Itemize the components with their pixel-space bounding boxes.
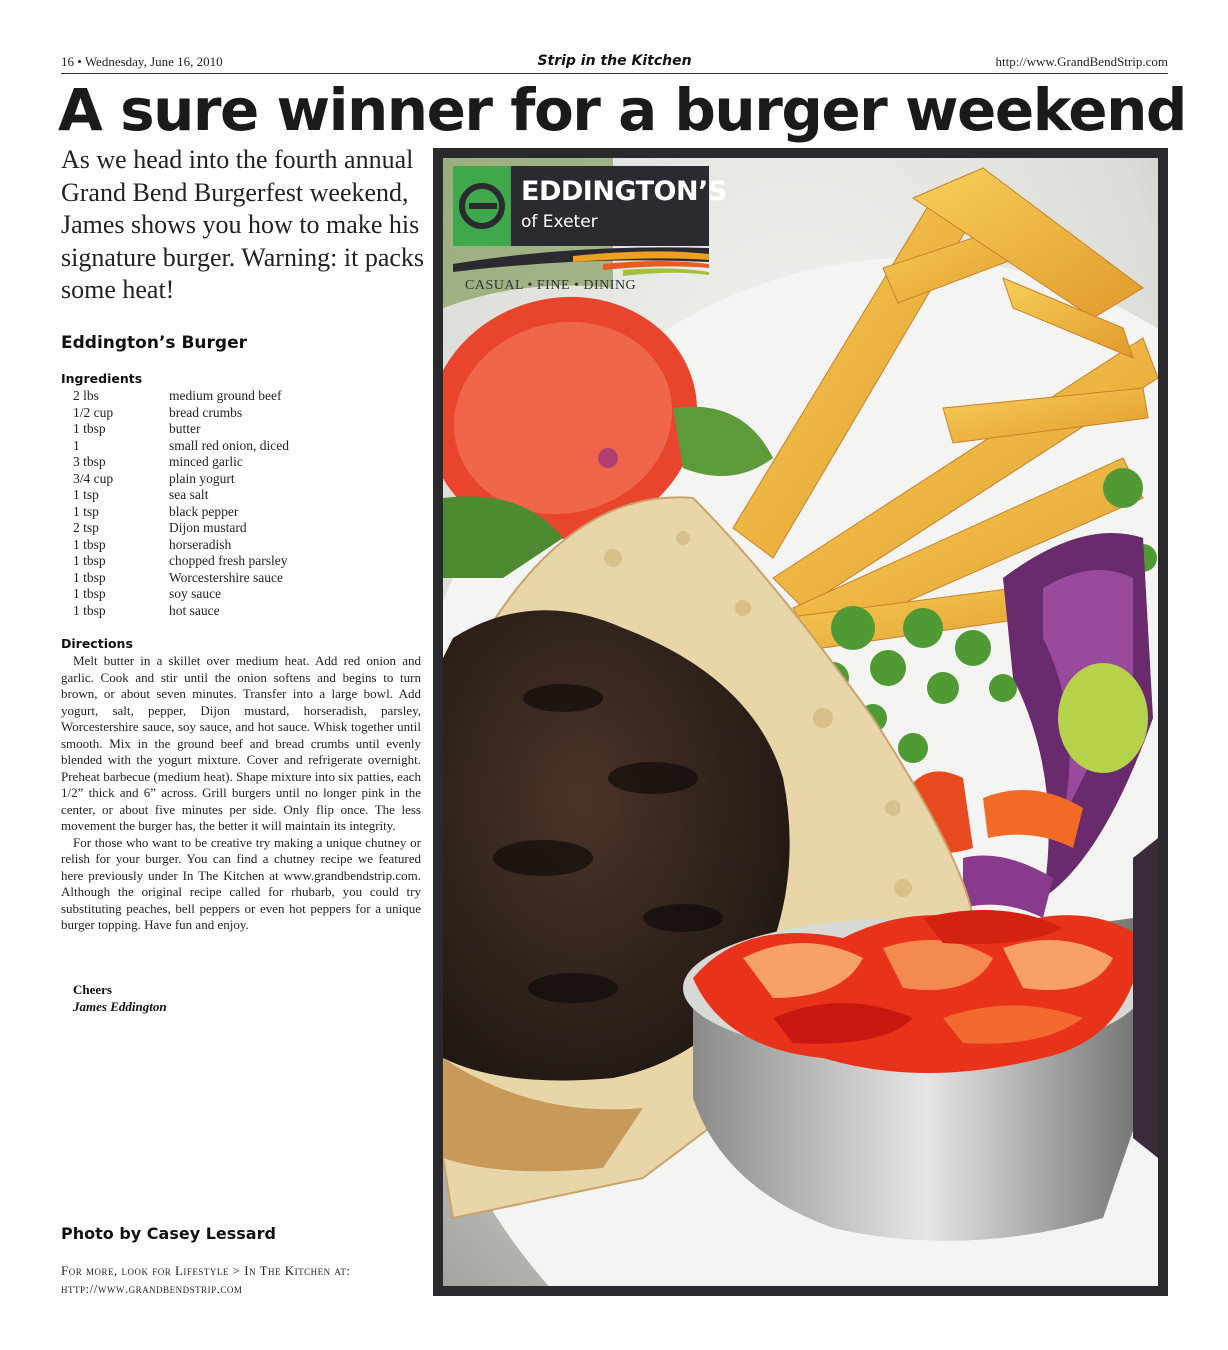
ingredient-row — [73, 504, 413, 521]
ingredient-item: Worcestershire sauce — [169, 569, 283, 585]
ingredient-item: chopped fresh parsley — [169, 553, 288, 568]
ingredient-row — [73, 487, 413, 504]
ingredient-quantity: 1 tbsp — [73, 586, 106, 601]
ingredient-quantity: 3 tbsp — [73, 454, 106, 469]
ingredient-quantity: 1 tbsp — [73, 421, 106, 436]
eddingtons-logo — [453, 166, 727, 306]
signoff-greeting: Cheers — [73, 982, 112, 997]
ingredient-row — [73, 553, 413, 570]
ingredients-table — [73, 388, 413, 619]
ingredient-row — [73, 454, 413, 471]
directions-heading: Directions — [61, 636, 133, 651]
ingredient-row — [73, 586, 413, 603]
ingredient-item: black pepper — [169, 503, 239, 519]
ingredient-quantity: 2 lbs — [73, 388, 99, 403]
ingredient-row — [73, 438, 413, 455]
ingredient-row — [73, 388, 413, 405]
ingredient-row — [73, 570, 413, 587]
logo-swoosh — [453, 242, 723, 282]
directions-paragraph: Melt butter in a skillet over medium heat. Add red onion and garlic. Cook and stir until the onion softens and begins to turn brown, or about seven minutes. Transfer into a large bowl. Add yogurt, salt, pepper, Dijon mustard, horseradish, parsley, Worcestershire sauce, soy sauce, and hot sauce. Whisk together until smooth. Mix in the ground beef and bread crumbs until evenly blended with the yogurt mixture. Cover and refrigerate overnight. Preheat barbecue (medium heat). Shape mixture into six patties, each 1/2” thick and 6” across. Grill burgers until no longer pink in the center, or about five minutes per side. Only flip once. The less movement the burger has, the better it will maintain its integrity. — [61, 653, 421, 833]
ingredient-quantity: 1 tbsp — [73, 553, 106, 568]
ingredient-row — [73, 471, 413, 488]
ingredient-quantity: 1 tbsp — [73, 536, 106, 552]
site-url[interactable]: http://www.GrandBendStrip.com — [995, 54, 1168, 69]
directions-text — [61, 653, 421, 934]
restaurant-name: EDDINGTON’S — [521, 176, 727, 207]
ingredient-quantity: 1/2 cup — [73, 404, 114, 420]
ingredient-quantity: 3/4 cup — [73, 470, 114, 486]
ingredient-row — [73, 405, 413, 422]
page-folio — [61, 54, 1168, 74]
ingredient-item: horseradish — [169, 536, 232, 552]
ingredient-quantity: 1 tbsp — [73, 569, 106, 585]
ingredient-item: hot sauce — [169, 602, 220, 618]
ingredient-quantity: 1 tbsp — [73, 602, 106, 618]
page-number-date: 16 • Wednesday, June 16, 2010 — [61, 54, 223, 69]
section-title: Strip in the Kitchen — [537, 53, 692, 69]
ingredient-quantity: 1 tsp — [73, 503, 99, 519]
more-info-link[interactable]: http://www.grandbendstrip.com — [61, 1281, 243, 1296]
ingredient-item: minced garlic — [169, 454, 243, 469]
deck-intro: As we head into the fourth annual Grand Bend Burgerfest weekend, James shows you how to make his signature burger. Warning: it packs some heat! — [61, 145, 425, 304]
recipe-title: Eddington’s Burger — [61, 333, 247, 353]
more-info-line: For more, look for Lifestyle > In The Kitchen at: — [61, 1263, 351, 1278]
burger-photo — [433, 148, 1168, 1296]
burger-plate-illustration — [443, 158, 1158, 1286]
ingredient-item: butter — [169, 421, 201, 436]
ingredient-item: plain yogurt — [169, 470, 235, 486]
ingredient-item: Dijon mustard — [169, 520, 247, 535]
ingredient-quantity: 1 tsp — [73, 487, 99, 502]
photo-credit: Photo by Casey Lessard — [61, 1224, 276, 1243]
directions-paragraph: For those who want to be creative try making a unique chutney or relish for your burger. You can find a chutney recipe we featured here previously under In The Kitchen at www.grandbendstrip.com. Although the original recipe called for rhubarb, you could try substituting peaches, bell peppers or even hot peppers for a unique burger topping. Have fun and enjoy. — [61, 834, 421, 932]
ingredients-heading: Ingredients — [61, 371, 143, 386]
ingredient-quantity: 2 tsp — [73, 520, 99, 535]
ingredient-row — [73, 537, 413, 554]
ingredient-row — [73, 603, 413, 620]
restaurant-tagline: CASUAL • FINE • DINING — [465, 278, 637, 293]
restaurant-location: of Exeter — [521, 212, 598, 232]
ingredient-item: small red onion, diced — [169, 437, 289, 453]
ingredient-item: bread crumbs — [169, 404, 243, 420]
ingredient-quantity: 1 — [73, 437, 80, 453]
eddingtons-logo-icon — [453, 166, 511, 246]
headline: A sure winner for a burger weekend — [58, 76, 1186, 144]
ingredient-row — [73, 520, 413, 537]
ingredient-item: soy sauce — [169, 586, 222, 601]
ingredient-item: sea salt — [169, 487, 209, 502]
signoff — [73, 982, 167, 1015]
author-name: James Eddington — [73, 998, 167, 1014]
ingredient-item: medium ground beef — [169, 388, 282, 403]
ingredient-row — [73, 421, 413, 438]
more-info — [61, 1262, 421, 1298]
